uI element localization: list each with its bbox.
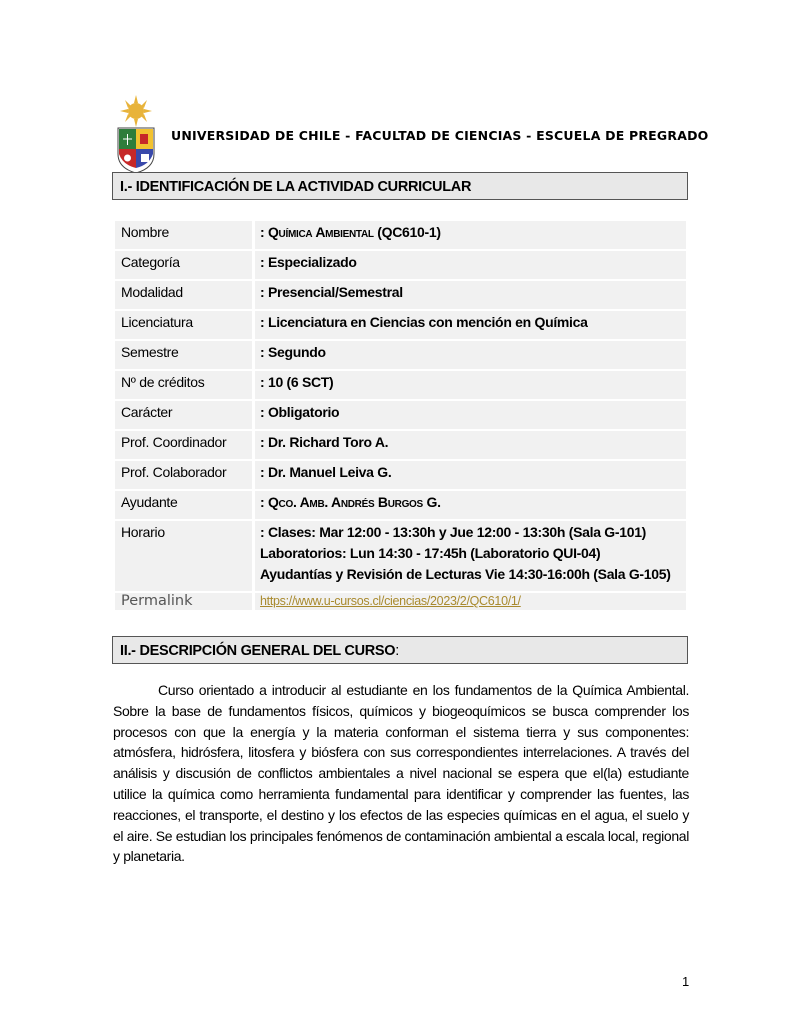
caracter-label: Carácter	[115, 401, 252, 429]
coordinador-label: Prof. Coordinador	[115, 431, 252, 459]
ayudante-prefix: :	[260, 494, 268, 510]
info-row-coordinador	[115, 431, 686, 459]
categoria-value: : Especializado	[255, 251, 686, 279]
ayudante-value	[255, 491, 686, 519]
modalidad-value: : Presencial/Semestral	[255, 281, 686, 309]
creditos-value: : 10 (6 SCT)	[255, 371, 686, 399]
info-row-permalink	[115, 593, 686, 610]
horario-label: Horario	[115, 521, 252, 591]
modalidad-label: Modalidad	[115, 281, 252, 309]
categoria-label: Categoría	[115, 251, 252, 279]
info-row-creditos	[115, 371, 686, 399]
permalink-link[interactable]: https://www.u-cursos.cl/ciencias/2023/2/QC610/1/	[260, 594, 521, 608]
horario-value	[255, 521, 686, 591]
permalink-value	[255, 593, 686, 610]
nombre-value	[255, 221, 686, 249]
info-row-licenciatura	[115, 311, 686, 339]
semestre-label: Semestre	[115, 341, 252, 369]
university-title: UNIVERSIDAD DE CHILE - FACULTAD DE CIENCIAS - ESCUELA DE PREGRADO	[171, 128, 709, 143]
info-row-nombre	[115, 221, 686, 249]
info-row-caracter	[115, 401, 686, 429]
semestre-value: : Segundo	[255, 341, 686, 369]
section-descripcion-title: II.- DESCRIPCIÓN GENERAL DEL CURSO	[120, 643, 396, 659]
horario-line: : Clases: Mar 12:00 - 13:30h y Jue 12:00 - 13:30h (Sala G-101)	[260, 524, 647, 540]
section-identificacion-header	[112, 172, 688, 200]
info-row-ayudante	[115, 491, 686, 519]
info-row-horario	[115, 521, 686, 591]
caracter-value: : Obligatorio	[255, 401, 686, 429]
colaborador-value: : Dr. Manuel Leiva G.	[255, 461, 686, 489]
university-coat-of-arms-icon	[113, 94, 159, 174]
ayudante-label: Ayudante	[115, 491, 252, 519]
permalink-label: Permalink	[115, 593, 252, 610]
course-code: (QC610-1)	[373, 224, 441, 240]
page-number: 1	[682, 974, 690, 989]
nombre-prefix: :	[260, 224, 268, 240]
course-description	[113, 680, 689, 867]
colaborador-label: Prof. Colaborador	[115, 461, 252, 489]
coordinador-value: : Dr. Richard Toro A.	[255, 431, 686, 459]
info-row-semestre	[115, 341, 686, 369]
info-row-categoria	[115, 251, 686, 279]
page-header	[113, 94, 709, 174]
licenciatura-value: : Licenciatura en Ciencias con mención en Química	[255, 311, 686, 339]
licenciatura-label: Licenciatura	[115, 311, 252, 339]
creditos-label: Nº de créditos	[115, 371, 252, 399]
description-text: Curso orientado a introducir al estudiante en los fundamentos de la Química Ambiental. Sobre la base de fundamentos físicos, químicos y biogeoquímicos se busca comprender los procesos con que la energía y la materia conforman el sistema tierra y sus componentes: atmósfera, hidrósfera, litosfera y biósfera con sus correspondientes interrelaciones. A través del análisis y discusión de conflictos ambientales a nivel nacional se espera que el(la) estudiante utilice la química como herramienta fundamental para identificar y comprender las fuentes, las reacciones, el transporte, el destino y los efectos de las especies químicas en el agua, el suelo y el aire. Se estudian los principales fenómenos de contaminación ambiental a escala local, regional y planetaria.	[113, 682, 689, 865]
horario-line: Ayudantías y Revisión de Lecturas Vie 14:30-16:00h (Sala G-105)	[260, 566, 671, 582]
horario-line: Laboratorios: Lun 14:30 - 17:45h (Laboratorio QUI-04)	[260, 545, 601, 561]
info-row-modalidad	[115, 281, 686, 309]
ayudante-name: Qco. Amb. Andrés Burgos G.	[267, 494, 441, 510]
section-identificacion-title: I.- IDENTIFICACIÓN DE LA ACTIVIDAD CURRICULAR	[120, 179, 472, 195]
section-descripcion-header	[112, 636, 688, 664]
course-info-table	[115, 221, 686, 612]
info-row-colaborador	[115, 461, 686, 489]
section-descripcion-colon: :	[395, 643, 400, 659]
course-name: Química Ambiental	[267, 224, 374, 240]
nombre-label: Nombre	[115, 221, 252, 249]
